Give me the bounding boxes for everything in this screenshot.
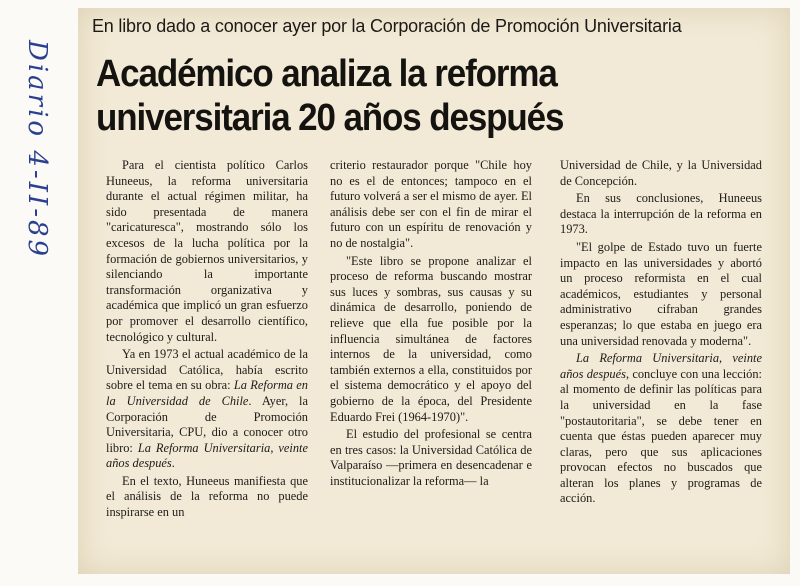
- paragraph: El estudio del profesional se centra en tres casos: la Universidad Católica de Valparaíso —primera en desencadenar e institucionalizar la reforma— la: [330, 427, 532, 488]
- paragraph: Universidad de Chile, y la Universidad de Concepción.: [560, 158, 762, 188]
- headline: Académico analiza la reforma universitaria 20 años después: [96, 53, 564, 139]
- article-column-2: [330, 158, 532, 491]
- paragraph: En el texto, Huneeus manifiesta que el análisis de la reforma no puede inspirarse en un: [106, 473, 308, 520]
- paragraph: criterio restaurador porque "Chile hoy no es el de entonces; tampoco en el futuro volverá a ser el mismo de ayer. El análisis debe ser con el fin de mirar el futuro con un espíritu de renovación y no de nostalgia".: [330, 158, 532, 250]
- paragraph: En sus conclusiones, Huneeus destaca la interrupción de la reforma en 1973.: [560, 191, 762, 237]
- handwritten-margin-note: [14, 40, 56, 560]
- paragraph: Para el cientista político Carlos Huneeus, la reforma universitaria durante el actual régimen militar, ha sido presentada de manera "caricaturesca", mostrando sólo los excesos de la lucha política por la formación de gobiernos universitarios, y silenciando la importante transformación organizativa y académica que implicó un gran esfuerzo por promover el desarrollo científico, tecnológico y cultural.: [106, 158, 308, 344]
- margin-note-text: Diario 4-II-89: [22, 40, 52, 260]
- paragraph: La Reforma Universitaria, veinte años después, concluye con una lección: al momento de definir las políticas para la universidad en la fase "postautoritaria", se debe tener en cuenta que éstas pueden aparecer muy claras, pero que sus aplicaciones provocan efectos no buscados que alteran los planes y programas de acción.: [560, 351, 762, 506]
- article-column-3: [560, 158, 762, 509]
- paragraph: "El golpe de Estado tuvo un fuerte impacto en las universidades y abortó un proceso reformista en el cual académicos, estudiantes y personal administrativo cifraban grandes esperanzas; lo que estaba en juego era una universidad renovada y moderna".: [560, 239, 762, 348]
- book-title: La Reforma Universitaria, veinte años después: [560, 351, 762, 381]
- book-title: La Reforma Universitaria, veinte años después: [106, 440, 309, 471]
- article-column-1: [106, 158, 308, 523]
- kicker-line: En libro dado a conocer ayer por la Corporación de Promoción Universitaria: [92, 16, 682, 36]
- paragraph: "Este libro se propone analizar el proceso de reforma buscando mostrar sus luces y sombras, sus causas y su dinámica de desarrollo, poniendo de relieve que ella fue posible por la influencia simultánea de factores internos de la universidad, como también externos a ella, constituidos por el sistema democrático y el apoyo del gobierno de la época, del Presidente Eduardo Frei (1964-1970)".: [330, 253, 532, 424]
- book-title: La Reforma en la Universidad de Chile: [106, 378, 308, 408]
- paragraph: Ya en 1973 el actual académico de la Universidad Católica, había escrito sobre el tema en su obra: La Reforma en la Universidad de Chile. Ayer, la Corporación de Promoción Universitaria, CPU, dio a conocer otro libro: La Reforma Universitaria, veinte años después.: [106, 347, 309, 471]
